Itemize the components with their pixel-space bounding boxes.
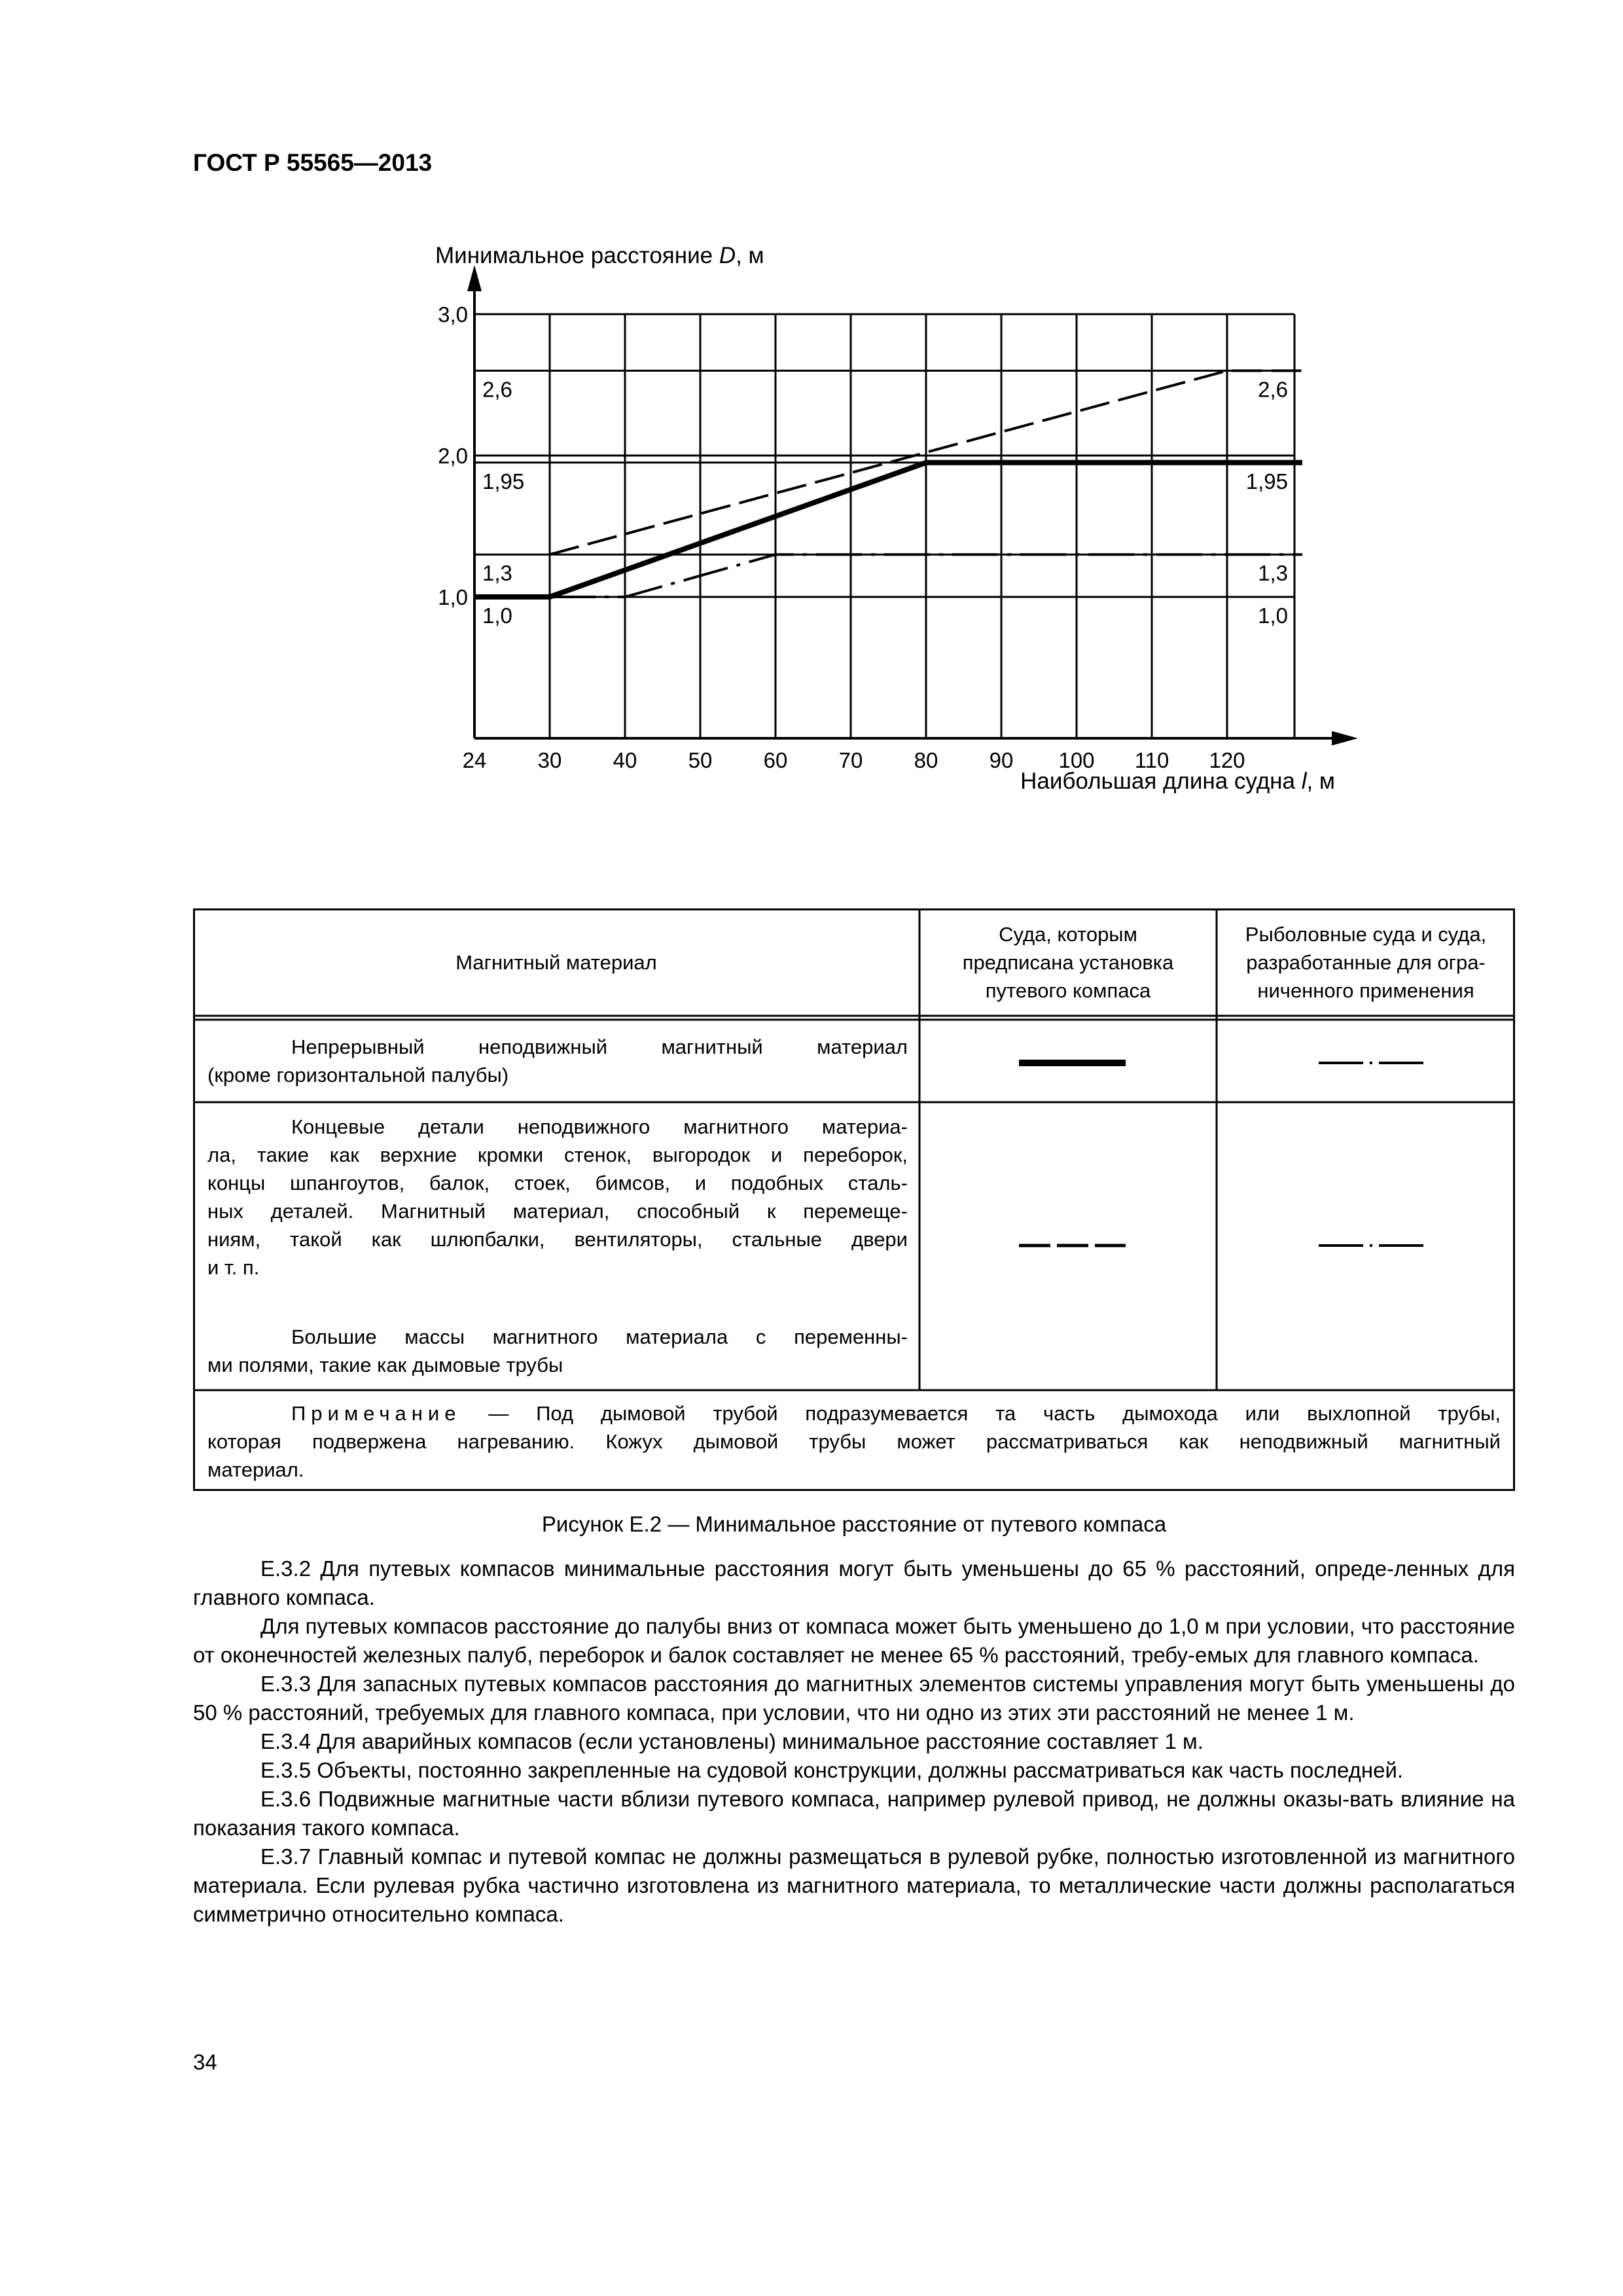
distance-chart (0, 0, 1623, 851)
x-tick-label: 40 (613, 748, 637, 772)
x-tick-label: 90 (989, 748, 1014, 772)
x-axis-arrow (1332, 731, 1358, 745)
chart-labels (438, 302, 1288, 772)
chart-series (474, 370, 1302, 597)
col-header-material: Магнитный материал (455, 950, 657, 974)
level-label-right: 2,6 (1258, 377, 1288, 402)
paragraph: Е.3.7 Главный компас и путевой компас не должны размещаться в рулевой рубке, полностью изготовленной из магнитного материала. Если рулевая рубка частично изготовлена из магнитного материала, то металлические части должны располагаться симметрично относительно компаса. (193, 1844, 1515, 1926)
x-tick-label: 50 (688, 748, 713, 772)
level-label-right: 1,95 (1245, 469, 1288, 493)
note-label: Примечание (291, 1402, 461, 1425)
series-solid (474, 463, 1302, 597)
y-tick-label: 3,0 (438, 302, 468, 327)
page-number: 34 (193, 2050, 217, 2074)
col3-header-line: ниченного применения (1257, 978, 1474, 1002)
row2-line: концы шпангоутов, балок, стоек, бимсов, и подобных сталь- (207, 1172, 908, 1194)
table-note (207, 1399, 1501, 1484)
row2-line: ла, такие как верхние кромки стенок, выгородок и переборок, (207, 1143, 908, 1166)
y-axis-label: Минимальное расстояние D, м (435, 243, 764, 268)
row2b-line: ми полями, такие как дымовые трубы (207, 1354, 563, 1376)
col-header-vessels-required (919, 916, 1217, 1008)
paragraph: Е.3.3 Для запасных путевых компасов расстояния до магнитных элементов системы управления могут быть уменьшены до 50 % расстояний, требуемых для главного компаса, при условии, что ни одно из этих эти расстояний не менее 1 м. (193, 1672, 1515, 1725)
figure-caption: Рисунок Е.2 — Минимальное расстояние от путевого компаса (541, 1512, 1167, 1536)
level-label-right: 1,0 (1258, 603, 1288, 628)
row2-line: Концевые детали неподвижного магнитного материа- (291, 1115, 908, 1138)
legend-table (193, 908, 1515, 1491)
row2-line: и т. п. (207, 1256, 260, 1279)
x-tick-label: 30 (537, 748, 562, 772)
col2-header-line: предписана установка (962, 950, 1174, 974)
row-end-parts (207, 1113, 908, 1282)
document-header: ГОСТ Р 55565—2013 (193, 149, 433, 176)
x-tick-label: 70 (838, 748, 863, 772)
paragraph: Е.3.2 Для путевых компасов минимальные расстояния могут быть уменьшены до 65 % расстояний, опреде-ленных для главного компаса. (193, 1556, 1515, 1609)
y-axis-arrow (467, 265, 482, 291)
row1-line: Непрерывный неподвижный магнитный материал (291, 1035, 908, 1058)
col3-header-line: разработанные для огра- (1246, 950, 1486, 974)
x-tick-label: 60 (763, 748, 788, 772)
level-label-left: 1,0 (482, 603, 512, 628)
row-large-masses (207, 1323, 908, 1379)
x-tick-label: 24 (462, 748, 487, 772)
x-tick-label: 120 (1209, 748, 1245, 772)
note-line (207, 1399, 1501, 1427)
paragraph: Е.3.6 Подвижные магнитные части вблизи путевого компаса, например рулевой привод, не должны оказы-вать влияние на показания такого компаса. (193, 1787, 1515, 1840)
x-axis-label: Наибольшая длина судна l, м (1020, 768, 1335, 794)
x-tick-label: 110 (1134, 748, 1169, 772)
col2-header-line: путевого компаса (985, 978, 1151, 1002)
level-label-left: 1,3 (482, 561, 512, 586)
level-label-left: 1,95 (482, 469, 525, 493)
col-header-fishing-vessels (1217, 916, 1515, 1008)
row2-line: ных деталей. Магнитный материал, способный к перемеще- (207, 1200, 908, 1223)
row2-line: ниям, такой как шлюпбалки, вентиляторы, стальные двери (207, 1228, 908, 1251)
x-tick-label: 100 (1058, 748, 1095, 772)
row-continuous-material (207, 1033, 908, 1089)
paragraph: Е.3.4 Для аварийных компасов (если установлены) минимальное расстояние составляет 1 м. (260, 1729, 1204, 1753)
note-line: которая подвержена нагреванию. Кожух дымовой трубы может рассматриваться как неподвижный магнитный (207, 1430, 1501, 1453)
y-tick-label: 1,0 (438, 585, 468, 609)
row1-line: (кроме горизонтальной палубы) (207, 1064, 509, 1086)
note-text: — Под дымовой трубой подразумевается та часть дымохода или выхлопной трубы, (461, 1402, 1501, 1425)
row2b-line: Большие массы магнитного материала с переменны- (291, 1325, 908, 1348)
col2-header-line: Суда, которым (999, 922, 1137, 946)
col3-header-line: Рыболовные суда и суда, (1245, 922, 1487, 946)
x-tick-label: 80 (914, 748, 938, 772)
chart-grid (474, 314, 1294, 738)
paragraph: Для путевых компасов расстояние до палубы вниз от компаса может быть уменьшено до 1,0 м при условии, что расстояние от оконечностей железных палуб, переборок и балок составляет не менее 65 % расстояний, требу-емых для главного компаса. (193, 1614, 1515, 1667)
level-label-left: 2,6 (482, 377, 512, 402)
paragraph: Е.3.5 Объекты, постоянно закрепленные на судовой конструкции, должны рассматриваться как часть последней. (260, 1758, 1404, 1782)
body-text (193, 1554, 1515, 1929)
note-line: материал. (207, 1458, 304, 1481)
y-tick-label: 2,0 (438, 444, 468, 468)
chart-axes (467, 265, 1358, 745)
level-label-right: 1,3 (1258, 561, 1288, 586)
